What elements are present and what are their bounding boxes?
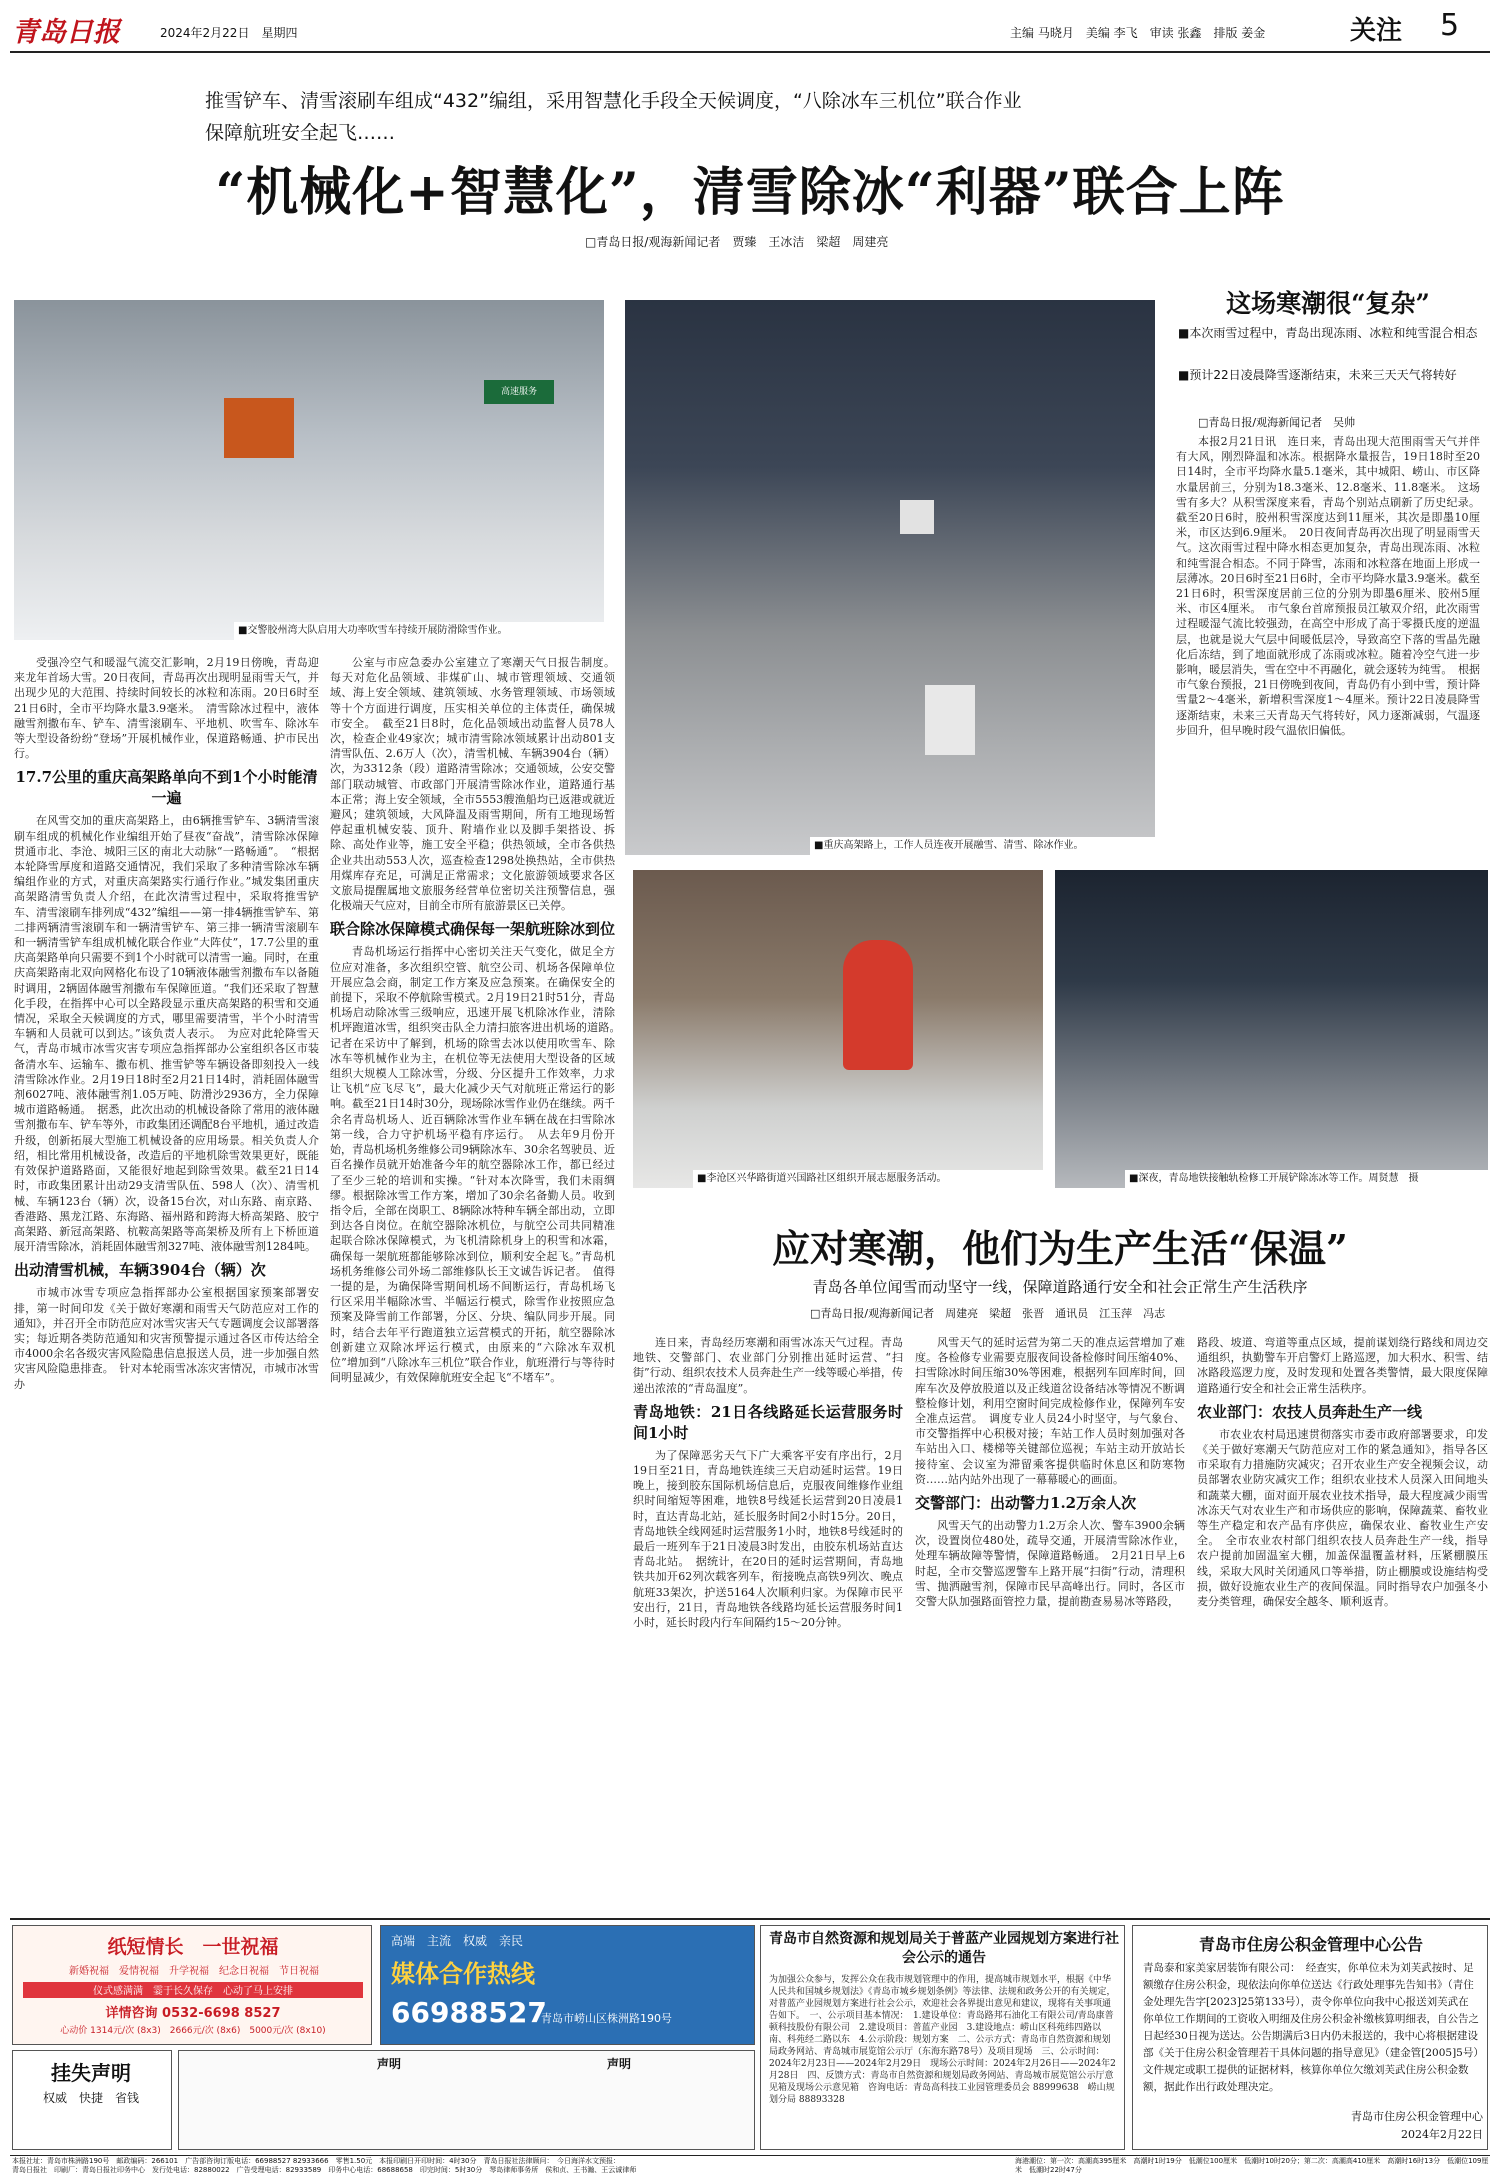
red-jacket-figure xyxy=(843,940,913,1070)
ad-blessing-price: 心动价 1314元/次 (8x3) 2666元/次 (8x6) 5000元/次 (8x10) xyxy=(60,2026,326,2036)
second-col3-body: 路段、坡道、弯道等重点区域，提前谋划绕行路线和周边交通组织，执勤警车开启警灯上路巡逻，加大积水、积雪、结冰路段巡逻力度，及时发现和处置各类警情，最大限度保障道路通行安全和社会正常生活秩序。 xyxy=(1197,1336,1488,1395)
ad-media-slogan: 高端 主流 权威 亲民 xyxy=(391,1934,524,1948)
lead-subhead-3: 出动清雪机械，车辆3904台（辆）次 xyxy=(14,1261,266,1280)
lead-byline: □青岛日报/观海新闻记者 贾臻 王冰洁 梁超 周建亮 xyxy=(585,235,889,249)
truck-shape xyxy=(224,398,294,458)
notice-fund-text: 青岛泰和家美家居装饰有限公司： 经查实，你单位未为刘芙武按时、足额缴存住房公积金，现依法向你单位送达《行政处理事先告知书》（青住金处理先告字[2023]25第133号），责令你单位向我中心报送刘芙武在你单位工作期间的工资收入明细及住房公积金补缴核算明细表，自公告之日起经30日视为送达。公告期满后3日内仍未报送的，我中心将根据建设部《关于住房公积金管理若干具体问题的指导意见》（建金管[2005]5号）文件规定或职工提供的证据材料，核算你单位欠缴刘芙武住房公积金数额，据此作出行政处理决定。 xyxy=(1143,1962,1479,2093)
sidebar-point-1: ■本次雨雪过程中，青岛出现冻雨、冰粒和纯雪混合相态 xyxy=(1178,326,1478,340)
footer-tide: 海港潮位：第一次：高潮高395厘米 高潮时1时19分 低潮位100厘米 低潮时10时20分；第二次：高潮高410厘米 高潮时16时13分 低潮位109厘米 低潮时22时47分 xyxy=(1015,2157,1489,2174)
photo-caption-3: ■李沧区兴华路街道兴国路社区组织开展志愿服务活动。 xyxy=(693,1170,1043,1188)
lead-headline: “机械化+智慧化”，清雪除冰“利器”联合上阵 xyxy=(215,162,1285,223)
paper-logo: 青岛日报 xyxy=(12,17,120,48)
lead-col1-body: 在风雪交加的重庆高架路上，由6辆推雪铲车、3辆清雪滚刷车组成的机械化作业编组开始了昼夜“奋战”，清雪除冰保障贯通市北、李沧、城阳三区的南北大动脉“一路畅通”。 “根据本轮降雪厚度和道路交通情况，我们采取了多种清雪除冰车辆编组作业的方式，对重庆高架路实行通行作业。”城发集团重庆高架路清雪负责人介绍，在此次清雪过程中，采取将推雪铲车、清雪滚刷车排列成“432”编组——第一排4辆推雪铲车、第二排两辆清雪滚刷车和一辆清雪铲车、第三排一辆清雪滚刷车和一辆清雪铲车组成机械化联合作业“大阵仗”，17.7公里的重庆高架路单向只需要不到1个小时就可以清雪一遍。同时，在重庆高架路南北双向网格化布设了10辆液体融雪剂撒布车以备随时调用，2辆固体融雪剂撒布车保障匝道。“我们还采取了智慧化手段，在指挥中心可以全路段显示重庆高架路的积雪和交通情况，采取全天候调度的方式，哪里需要清雪，半个小时清雪车辆和人员就可以到达。”该负责人表示。 为应对此轮降雪天气，青岛市城市冰雪灾害专项应急指挥部办公室组织各区市装备清水车、运输车、撒布机、推雪铲等车辆设备即刻投入一线清雪除冰作业。2月19日18时至2月21日14时，消耗固体融雪剂6027吨、液体融雪剂1.05万吨、防滑沙2936方，全力保障城市道路畅通。 据悉，此次出动的机械设备除了常用的液体融雪剂撒布车、铲车等外，市政集团还调配8台平地机，通过改造升级，创新拓展大型施工机械设备的应用场景。相关负责人介绍，相比常用机械设备，改造后的平地机除雪效果更好，既能有效保护道路路面，又能很好地起到除雪效果。截至21日14时，市政集团累计出动29支清雪队伍、598人（次）、清雪机械、车辆123台（辆）次，设备15台次，对山东路、南京路、香港路、黑龙江路、东海路、福州路和跨海大桥高架路、胶宁高架路、新冠高架路、杭鞍高架路等高架桥及所有上下桥匝道展开清雪除冰，消耗固体融雪剂327吨、液体融雪剂1284吨。 xyxy=(14,814,319,1254)
notice-planning xyxy=(760,1925,1125,2150)
footer-line-1: 本报社址：青岛市株洲路190号 邮政编码：266101 广告部咨询订版电话：66988527 82933666 零售1.50元 本报印刷日开印时间：4时30分 青岛日报社法律顾问： 今日海洋水文预报： xyxy=(12,2157,621,2165)
lead-col1 xyxy=(14,655,319,1895)
sidebar-box xyxy=(1168,284,1488,894)
masthead xyxy=(0,0,1500,52)
second-headline: 应对寒潮，他们为生产生活“保温” xyxy=(772,1226,1348,1271)
declarations-block xyxy=(178,2050,755,2150)
photo-subway-workers xyxy=(1055,870,1488,1188)
photo-caption-2: ■重庆高架路上，工作人员连夜开展融雪、清雪、除冰作业。 xyxy=(810,837,1155,855)
ad-blessing-items: 新婚祝福 爱情祝福 升学祝福 纪念日祝福 节日祝福 xyxy=(69,1966,319,1977)
footer-line-2: 青岛日报社 印刷厂：青岛日报社印务中心 发行处电话：82880022 广告受理电话：82933589 印务中心电话：68688658 印完时间：5时30分 琴岛律师事务所 侯和贞、王书瀚、王云诚律师 xyxy=(12,2166,637,2174)
second-byline: □青岛日报/观海新闻记者 周建亮 梁超 张晋 通讯员 江玉萍 冯志 xyxy=(810,1307,1166,1320)
page-number: 5 xyxy=(1440,8,1460,43)
sidebar-text: 本报2月21日讯 连日来，青岛出现大范围雨雪天气并伴有大风，刚烈降温和冰冻。根据降水量报告，19日18时至20日14时，全市平均降水量5.1毫米，其中城阳、崂山、市区降水量居前三，分别为18.3毫米、12.8毫米、11.8毫米。 这场雪有多大？从积雪深度来看，青岛个别站点刷新了历史纪录。截至20日6时，胶州积雪深度达到11厘米，其次是即墨10厘米，市区达到6.9厘米。 20日夜间青岛再次出现了明显雨雪天气。这次雨雪过程中降水相态更加复杂，青岛出现冻雨、冰粒和纯雪混合相态。不同于降雪，冻雨和冰粒落在地面上形成一层薄冰。20日6时至21日6时，全市平均降水量3.9毫米。截至21日6时，积雪深度居前三位的分别为即墨6厘米、胶州5厘米、市区4厘米。 市气象台首席预报员江敏双介绍，此次雨雪过程暖湿气流比较强劲，在高空中形成了高于零摄氏度的逆温层，也就是说大气层中间暖低层冷，导致高空下落的雪晶先融化后冻结，到了地面就形成了冻雨或冰粒。随着冷空气进一步影响，暖层消失，雪在空中不再融化，就会逐转为纯雪。 根据市气象台预报，21日傍晚到夜间，青岛仍有小到中雪，预计降雪量2～4毫米，新增积雪深度1～4厘米。预计22日凌晨降雪逐渐结束，未来三天青岛天气将转好，风力逐渐减弱，气温逐步回升，但早晚时段气温依旧偏低。 xyxy=(1176,435,1480,737)
lead-col2-body: 公室与市应急委办公室建立了寒潮天气日报告制度。每天对危化品领域、非煤矿山、城市管理领域、交通领域、海上安全领域、建筑领域、水务管理领域、市场领域等十个方面进行调度，压实相关单位的主体责任，确保城市安全。 截至21日8时，危化品领域出动监督人员78人次，检查企业49家次；城市清雪除冰领域累计出动801支清雪队伍、2.6万人（次），清雪机械、车辆3904台（辆）次，为3312条（段）道路清雪除冰；交通领域，公安交警部门联动城管、市政部门开展清雪除冰作业，道路通行基本正常；海上安全领域，全市5553艘渔船均已返港或就近避风；建筑领域，大风降温及雨雪期间，所有工地现场暂停起重机械安装、顶升、附墙作业以及脚手架搭设、拆除、高处作业等，施工安全平稳；供热领域，全市各供热企业共出动553人次，巡查检查1298处换热站，全市供热用煤库存充足，可满足正常需求；文化旅游领域要求各区文旅局提醒属地文旅服务经营单位密切关注预警信息，强化极端天气应对，目前全市所有旅游景区已关停。 xyxy=(330,656,615,913)
second-subhead-agri: 农业部门：农技人员奔赴生产一线 xyxy=(1197,1402,1423,1421)
ad-lost-title: 挂失声明 xyxy=(51,2061,131,2085)
photo-elevated-road xyxy=(625,300,1155,855)
second-col3 xyxy=(1197,1335,1488,1905)
lead-subhead-2: 联合除冰保障模式确保每一架航班除冰到位 xyxy=(330,920,616,939)
notice-planning-title: 青岛市自然资源和规划局关于普蓝产业园规划方案进行社会公示的通告 xyxy=(769,1931,1119,1966)
photo-caption-1: ■交警胶州湾大队启用大功率吹雪车持续开展防滑除雪作业。 xyxy=(234,622,604,640)
lead-subhead-1: 17.7公里的重庆高架路单向不到1个小时能清一遍 xyxy=(15,768,318,808)
lead-col2-body-2: 青岛机场运行指挥中心密切关注天气变化，做足全方位应对准备，多次组织空管、航空公司、机场各保障单位开展应急会商，制定工作方案及应急预案。在确保安全的前提下，采取不停航除雪模式。2月19日21时51分，青岛机场启动除冰雪三级响应，迅速开展飞机除冰作业，清除机坪跑道冰雪，组织突击队全力清扫旅客进出机场的道路。 记者在采访中了解到，机场的除雪去冰以使用吹雪车、除冰车等机械作业为主，在机位等无法使用大型设备的区域组织大规模人工除冰雪，分级、分区提升工作效率，力求让飞机“应飞尽飞”，最大化减少天气对航班正常运行的影响。截至21日14时30分，现场除冰雪作业仍在继续。两千余名青岛机场人、近百辆除冰雪作业车辆在战在扫雪除冰第一线，合力守护机场平稳有序运行。 从去年9月份开始，青岛机场机务维修公司9辆除冰车、30余名驾驶员、近百名操作员就开始准备今年的航空器除冰工作，都已经过了至少三轮的培训和实操。“针对本次降雪，我们未雨绸缪。根据除冰雪工作方案，增加了30余名备勤人员。收到指令后，全部在岗职工、8辆除冰特种车辆全部出动，立即到达各自岗位。在航空器除冰机位，与航空公司共同精准起联合除冰保障模式，为飞机清除机身上的积雪和冰霜，确保每一架航班都能够除冰到位，顺利安全起飞。”青岛机场机务维修公司外场二部维修队长王文诚告诉记者。 值得一提的是，为确保降雪期间机场不间断运行，青岛机场飞行区采用半幅除冰雪、半幅运行模式，除雪作业按照应急预案及降雪前工作部署，分区、分块、编队同步开展。同时，结合去年平行跑道独立运营模式的开拓，航空器除冰创新建立双除冰坪运行模式，由原来的“六除冰车双机位”增加到“八除冰车三机位”联合作业，航班滑行与等待时间明显减少，有效保障航班安全起飞“不堵车”。 xyxy=(330,945,626,1385)
ad-lost-sub: 权威 快捷 省钱 xyxy=(42,2091,139,2105)
sidebar-byline: □青岛日报/观海新闻记者 吴帅 xyxy=(1198,416,1356,429)
section-name: 关注 xyxy=(1350,16,1403,46)
photo-caption-4: ■深夜，青岛地铁接触轨检修工开展铲除冻冰等工作。周贤慧 摄 xyxy=(1125,1170,1488,1188)
sidebar-point-2: ■预计22日凌晨降雪逐渐结束，未来三天天气将转好 xyxy=(1178,368,1457,382)
second-col3-body-2: 市农业农村局迅速贯彻落实市委市政府部署要求，印发《关于做好寒潮天气防范应对工作的紧急通知》，指导各区市采取有力措施防灾减灾；召开农业生产安全视频会议，动员部署农业防灾减灾工作；组织农业技术人员深入田间地头和蔬菜大棚，面对面开展农业技术指导，最大程度减少雨雪冰冻天气对农业生产和市场供应的影响，保障蔬菜、畜牧业等生产稳定和农产品有序供应，确保农业、畜牧业生产安全。 全市农业农村部门组织农技人员奔赴生产一线，指导农户提前加固温室大棚，加盖保温覆盖材料，压紧棚膜压线，采取大风时关闭通风口等举措，防止棚膜或设施结构受损，做好设施农业生产的夜间保温。同时指导农户加强冬小麦分类管理，确保安全越冬、顺利返青。 xyxy=(1197,1427,1488,1609)
photo-snow-blower xyxy=(14,300,604,640)
second-subhead-metro: 青岛地铁：21日各线路延长运营服务时间1小时 xyxy=(633,1402,903,1442)
second-col2-body-2: 风雪天气的出动警力1.2万余人次、警车3900余辆次，设置岗位480处，疏导交通，开展清雪除冰作业，处理车辆故障等警情，保障道路畅通。 2月21日早上6时起，全市交警巡逻警车上路开展“扫街”行动，清理积雪、抛洒融雪剂，保障市民早高峰出行。同时，各区市交警大队加强路面管控力量，提前勘查易易冰等路段， xyxy=(915,1519,1185,1609)
ad-blessing-tag: 仪式感满满 霎于长久保存 心动了马上安排 xyxy=(23,1982,363,1998)
notice-fund-date: 2024年2月22日 xyxy=(1401,2128,1483,2141)
notice-fund-title: 青岛市住房公积金管理中心公告 xyxy=(1198,1935,1423,1954)
second-col1-body: 连日来，青岛经历寒潮和雨雪冰冻天气过程。青岛地铁、交警部门、农业部门分别推出延时运营、“扫街”行动、组织农技术人员奔赴生产一线等暖心举措，传递出浓浓的“青岛温度”。 xyxy=(633,1336,903,1395)
notice-fund-sign: 青岛市住房公积金管理中心 xyxy=(1351,2110,1483,2123)
footer-rule xyxy=(10,2155,1490,2156)
ad-blessing-phone: 详情咨询 0532-6698 8527 xyxy=(105,2006,281,2021)
photo-volunteers xyxy=(633,870,1043,1188)
ad-lost-declaration xyxy=(12,2050,172,2150)
snowplow-1 xyxy=(900,500,934,534)
sidebar-title: 这场寒潮很“复杂” xyxy=(1226,289,1430,318)
lead-intro: 受强冷空气和暖湿气流交汇影响，2月19日傍晚，青岛迎来龙年首场大雪。20日夜间，青岛再次出现明显雨雪天气，并出现少见的大范围、持续时间较长的冰粒和冻雨。20日6时至21日6时，全市平均降水量3.9毫米。 清雪除冰过程中，液体融雪剂撒布车、铲车、清雪滚刷车、平地机、吹雪车、除冰车等大型设备纷纷“登场”开展机械作业，保道路畅通、护市民出行。 xyxy=(14,656,319,761)
ad-media-address: 青岛市崂山区株洲路190号 xyxy=(541,2012,672,2025)
issue-date: 2024年2月22日 星期四 xyxy=(160,26,298,40)
notice-planning-text: 为加强公众参与，发挥公众在我市规划管理中的作用，提高城市规划水平，根据《中华人民共和国城乡规划法》《青岛市城乡规划条例》等法律、法规和政务公开的有关规定，对普蓝产业园规划方案进行社会公示，欢迎社会各界提出意见和建议，现将有关事项通告如下。 一、公示项目基本情况： 1.建设单位：青岛路邦石油化工有限公司/青岛康普顿科技股份有限公司 2.建设项目：普蓝产业园 3.建设地点：崂山区科苑纬四路以南、科苑经二路以东 4.公示阶段：规划方案 二、公示方式：青岛市自然资源和规划局政务网站、青岛城市展览馆公示厅（东海东路78号）及项目现场 三、公示时间：2024年2月23日——2024年2月29日 现场公示时间：2024年2月26日——2024年2月28日 四、反馈方式：青岛市自然资源和规划局政务网站、青岛城市展览馆公示厅意见箱及现场公示意见箱 咨询电话：青岛高科技工业园管理委员会 88999638 崂山规划分局 88893328 xyxy=(769,1975,1116,2105)
second-col2 xyxy=(915,1335,1185,1905)
ad-media-title: 媒体合作热线 xyxy=(391,1960,535,1988)
snowplow-2 xyxy=(925,685,975,755)
second-col1 xyxy=(633,1335,903,1905)
declaration-heading-1: 声明 xyxy=(376,2057,401,2071)
second-subhead-police: 交警部门：出动警力1.2万余人次 xyxy=(915,1494,1137,1513)
ad-blessing xyxy=(12,1925,372,2045)
ad-blessing-title: 纸短情长 一世祝福 xyxy=(107,1936,279,1958)
second-subhead: 青岛各单位闻雪而动坚守一线，保障道路通行安全和社会正常生产生活秩序 xyxy=(812,1278,1308,1296)
lead-col1-body-2: 市城市冰雪专项应急指挥部办公室根据国家预案部署安排，第一时间印发《关于做好寒潮和雨雪天气防范应对工作的通知》，并召开全市防范应对冰雪灾害天气专题调度会议部署落实；每近期各类防范通知和灾害预警提示通过各区市传达给全市4000余名各级灾害风险隐患信息报送人员，进一步加强自然灾害风险隐患排查。 针对本轮雨雪冰冻灾害情况，市城市冰雪办 xyxy=(14,1286,319,1391)
lead-col2 xyxy=(330,655,626,1895)
ads-rule xyxy=(10,1918,1490,1920)
lead-kicker-2: 保障航班安全起飞…… xyxy=(205,122,396,144)
second-col1-body-2: 为了保障恶劣天气下广大乘客平安有序出行，2月19日至21日，青岛地铁连续三天启动延时运营。19日晚上，接到胶东国际机场信息后，克服夜间维修作业组织时间缩短等困难，地铁8号线延长运营到20日凌晨1时，直达青岛北站，延长服务时间2小时15分。20日，青岛地铁全线网延时运营服务1小时，地铁8号线延时的最后一班列车于21日凌晨3时发出，由胶东机场站直达青岛北站。 据统计，在20日的延时运营期间，青岛地铁共加开62列次载客列车，衔接晚点高铁9列次、晚点航班33架次，护送5164人次顺利归家。为保障市民平安出行，21日，青岛地铁各线路均延长运营服务时间1小时，延长时段内行车间隔约15～20分钟。 xyxy=(633,1448,903,1630)
ad-media-phone: 66988527 xyxy=(391,1996,547,2029)
highway-sign: 高速服务 xyxy=(484,380,554,404)
ad-media xyxy=(380,1925,755,2045)
declaration-heading-2: 声明 xyxy=(606,2057,631,2071)
editor-credits: 主编 马晓月 美编 李飞 审读 张鑫 排版 姜金 xyxy=(1010,26,1266,40)
lead-kicker: 推雪铲车、清雪滚刷车组成“432”编组，采用智慧化手段全天候调度，“八除冰车三机位”联合作业 xyxy=(205,90,1022,112)
header-rule xyxy=(10,51,1490,53)
second-col2-body: 风雪天气的延时运营为第二天的准点运营增加了难度。各检修专业需要克服夜间设备检修时间压缩40%、扫雪除冰时间压缩30%等困难，根据列车回库时间，回库车次及停放股道以及正线道岔设备结冰等情况不断调整检修计划，利用空窗时间完成检修作业，保障列车安全准点运营。 调度专业人员24小时坚守，与气象台、市交警指挥中心积极对接；车站工作人员时刻加强对各车站出入口、楼梯等关键部位巡视；车站主动开放站长接待室、会议室为滞留乘客提供临时休息区和防寒物资……站内站外出现了一幕幕暖心的画面。 xyxy=(915,1336,1185,1486)
notice-housing-fund xyxy=(1132,1925,1488,2150)
